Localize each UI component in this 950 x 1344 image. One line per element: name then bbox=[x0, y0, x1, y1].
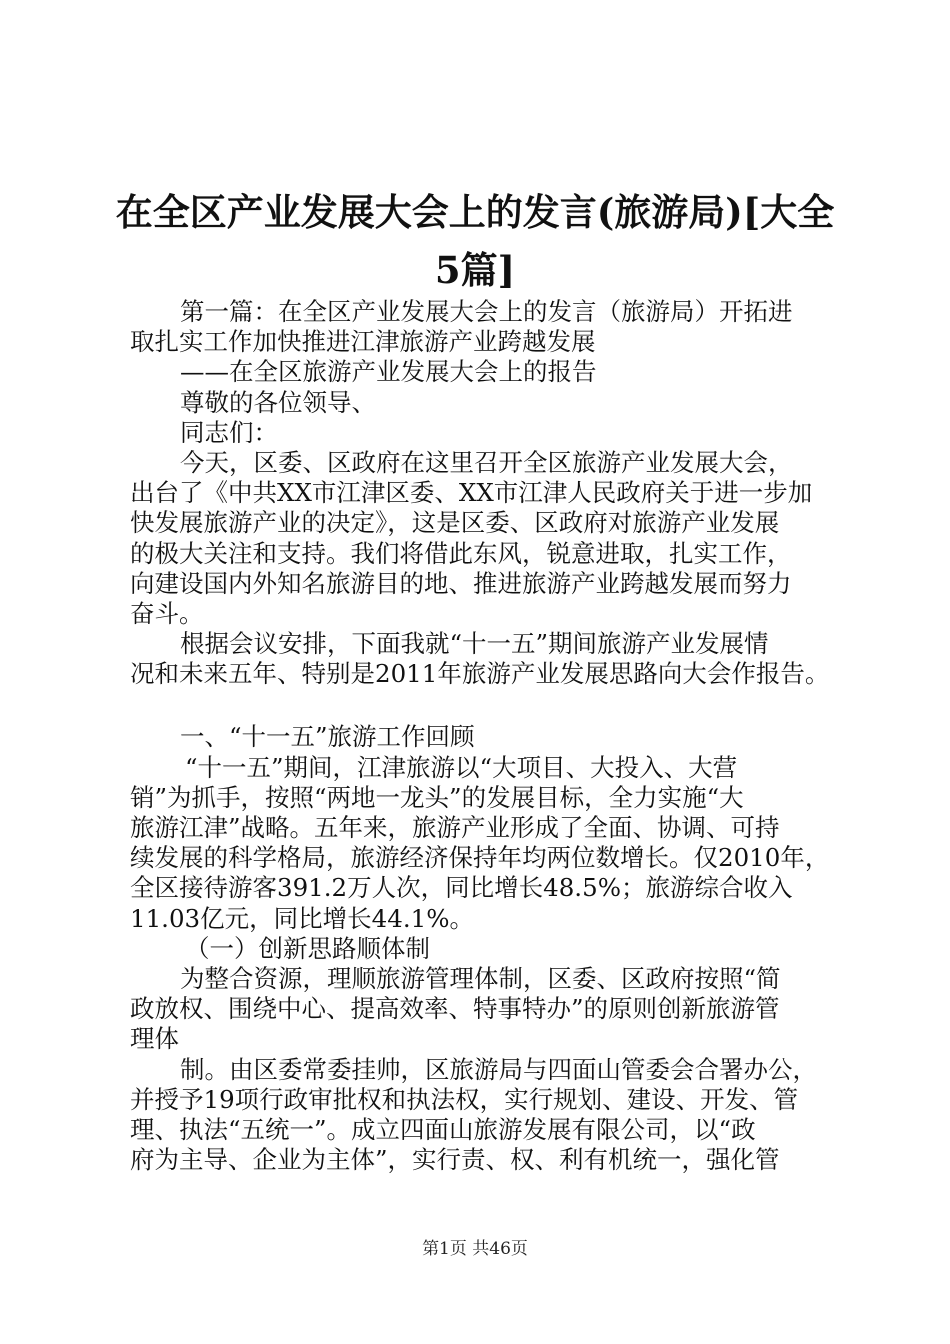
text-line: 的极大关注和支持。我们将借此东风，锐意进取，扎实工作， bbox=[130, 538, 792, 568]
text-line: 11.03亿元，同比增长44.1%。 bbox=[130, 903, 474, 933]
document-title-line-1: 在全区产业发展大会上的发言(旅游局)[大全 bbox=[115, 190, 835, 234]
text-line: 制。由区委常委挂帅，区旅游局与四面山管委会合署办公， bbox=[180, 1054, 817, 1084]
text-line: “十一五”期间，江津旅游以“大项目、大投入、大营 bbox=[185, 752, 738, 782]
text-line: 今天，区委、区政府在这里召开全区旅游产业发展大会， bbox=[180, 447, 793, 477]
text-line: 向建设国内外知名旅游目的地、推进旅游产业跨越发展而努力 bbox=[130, 568, 792, 598]
page-footer: 第1页 共46页 bbox=[422, 1239, 528, 1259]
text-line: 取扎实工作加快推进江津旅游产业跨越发展 bbox=[130, 327, 596, 357]
text-line: 府为主导、企业为主体”，实行责、权、利有机统一，强化管 bbox=[130, 1145, 780, 1175]
text-line: 理、执法“五统一”。成立四面山旅游发展有限公司，以“政 bbox=[130, 1114, 756, 1144]
text-line: 全区接待游客391.2万人次，同比增长48.5%；旅游综合收入 bbox=[130, 873, 793, 903]
text-line: 并授予19项行政审批权和执法权，实行规划、建设、开发、管 bbox=[130, 1084, 799, 1114]
text-line: 根据会议安排，下面我就“十一五”期间旅游产业发展情 bbox=[180, 629, 769, 659]
text-line: 出台了《中共XX市江津区委、XX市江津人民政府关于进一步加 bbox=[130, 478, 813, 508]
text-line: 销”为抓手，按照“两地一龙头”的发展目标，全力实施“大 bbox=[130, 782, 744, 812]
subsection-heading: （一）创新思路顺体制 bbox=[185, 933, 430, 963]
text-line: 续发展的科学格局，旅游经济保持年均两位数增长。仅2010年， bbox=[130, 843, 830, 873]
document-body bbox=[130, 297, 850, 1175]
text-line: 理体 bbox=[130, 1024, 179, 1054]
text-line: 第一篇：在全区产业发展大会上的发言（旅游局）开拓进 bbox=[180, 297, 793, 326]
text-line: 况和未来五年、特别是2011年旅游产业发展思路向大会作报告。 bbox=[130, 659, 830, 689]
text-line: 奋斗。 bbox=[130, 598, 204, 628]
section-heading: 一、“十一五”旅游工作回顾 bbox=[180, 722, 475, 752]
text-line: 为整合资源，理顺旅游管理体制，区委、区政府按照“简 bbox=[180, 963, 781, 993]
text-line: 尊敬的各位领导、 bbox=[180, 387, 376, 417]
text-line: ——在全区旅游产业发展大会上的报告 bbox=[180, 357, 597, 387]
paragraph-gap bbox=[130, 689, 850, 722]
document-title-line-2: 5篇] bbox=[434, 248, 516, 292]
text-line: 同志们： bbox=[180, 417, 278, 447]
text-line: 旅游江津”战略。五年来，旅游产业形成了全面、协调、可持 bbox=[130, 813, 780, 842]
text-line: 快发展旅游产业的决定》，这是区委、区政府对旅游产业发展 bbox=[130, 508, 780, 538]
text-line: 政放权、围绕中心、提高效率、特事特办”的原则创新旅游管 bbox=[130, 994, 780, 1024]
